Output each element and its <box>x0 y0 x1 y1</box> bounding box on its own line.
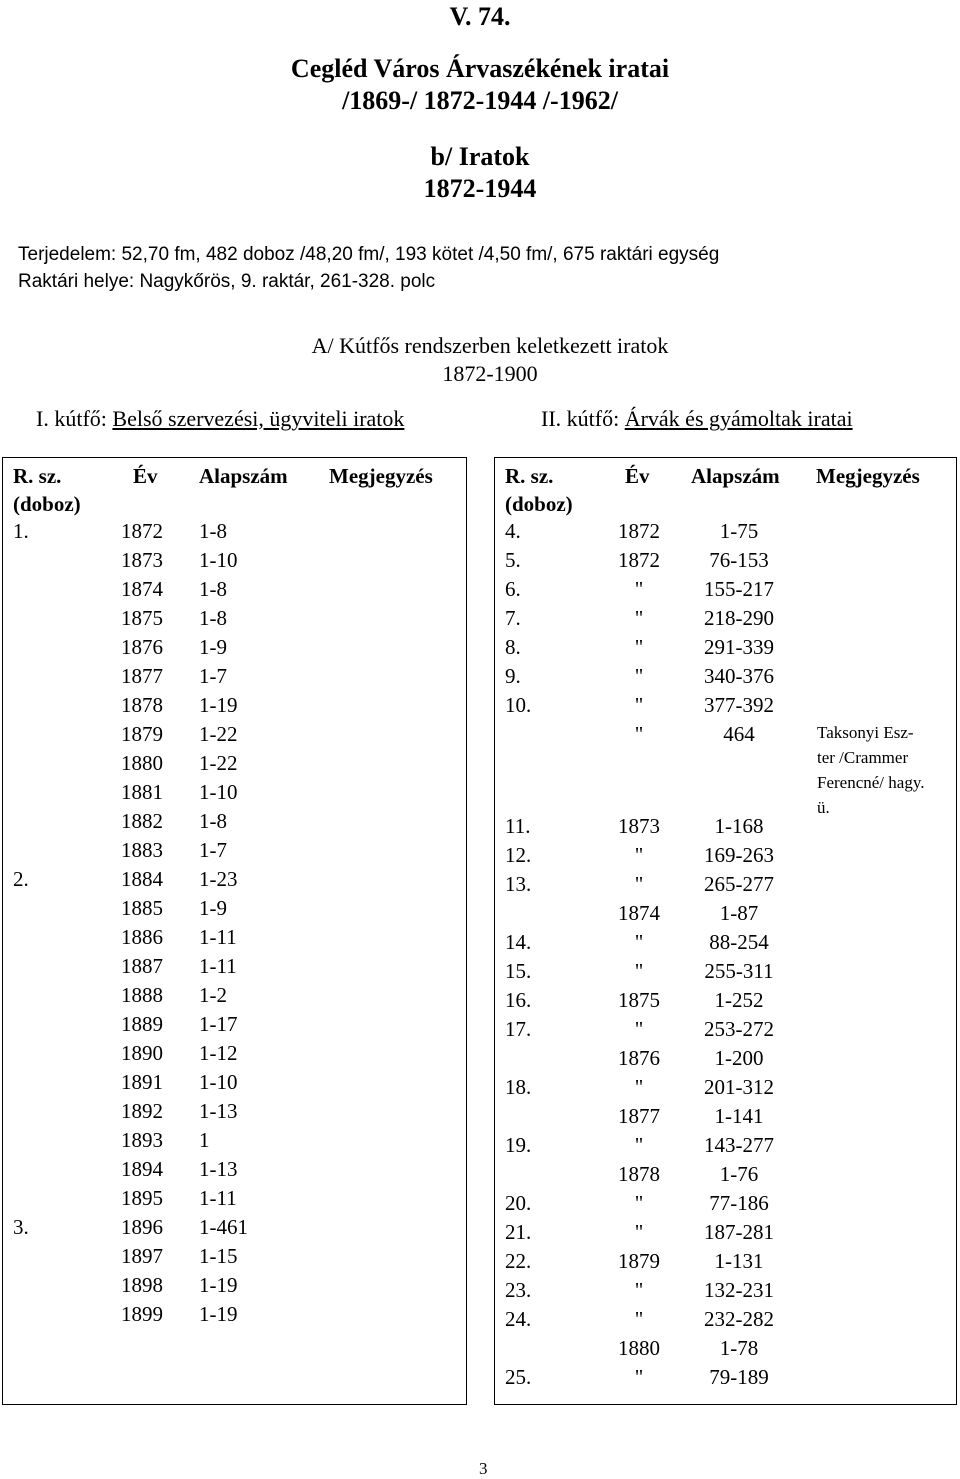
row-year: 1872 <box>618 519 660 543</box>
page-number: 3 <box>479 1459 488 1478</box>
source-2-prefix: II. kútfő: <box>541 406 625 431</box>
row-rsz: 10. <box>505 693 532 717</box>
row-year: 1878 <box>121 693 163 717</box>
source-2-heading <box>541 406 853 432</box>
right-header-doboz: (doboz) <box>505 492 573 516</box>
row-alapszam: 1-11 <box>199 954 237 978</box>
row-year: 1890 <box>121 1041 163 1065</box>
row-year: 1892 <box>121 1099 163 1123</box>
row-alapszam: 291-339 <box>704 635 774 659</box>
row-year: 1894 <box>121 1157 163 1181</box>
row-alapszam: 76-153 <box>709 548 769 572</box>
row-alapszam: 1-11 <box>199 1186 237 1210</box>
row-year: " <box>634 722 644 746</box>
row-year: 1875 <box>121 606 163 630</box>
row-alapszam: 77-186 <box>709 1191 769 1215</box>
row-year: " <box>634 1075 644 1099</box>
row-alapszam: 1-461 <box>199 1215 248 1239</box>
row-year: 1880 <box>121 751 163 775</box>
row-year: 1896 <box>121 1215 163 1239</box>
row-rsz: 15. <box>505 959 532 983</box>
right-header-megjegyzes: Megjegyzés <box>816 464 920 488</box>
row-year: 1895 <box>121 1186 163 1210</box>
row-alapszam: 1-22 <box>199 722 238 746</box>
row-year: " <box>634 635 644 659</box>
row-year: 1886 <box>121 925 163 949</box>
row-year: 1877 <box>618 1104 660 1128</box>
row-rsz: 6. <box>505 577 521 601</box>
row-year: 1874 <box>618 901 660 925</box>
row-year: 1893 <box>121 1128 163 1152</box>
row-rsz: 21. <box>505 1220 532 1244</box>
row-year: " <box>634 1278 644 1302</box>
row-alapszam: 1-8 <box>199 606 227 630</box>
row-year: " <box>634 1307 644 1331</box>
row-alapszam: 1-2 <box>199 983 227 1007</box>
row-year: 1882 <box>121 809 163 833</box>
row-year: " <box>634 930 644 954</box>
note-line: ter /Crammer <box>817 748 909 767</box>
left-header-doboz: (doboz) <box>13 492 81 516</box>
row-alapszam: 169-263 <box>704 843 774 867</box>
row-rsz: 5. <box>505 548 521 572</box>
row-year: 1875 <box>618 988 660 1012</box>
row-alapszam: 1-10 <box>199 1070 238 1094</box>
row-alapszam: 1-7 <box>199 838 227 862</box>
row-rsz: 23. <box>505 1278 532 1302</box>
row-year: 1885 <box>121 896 163 920</box>
document-ref: V. 74. <box>449 2 511 31</box>
row-rsz: 25. <box>505 1365 532 1389</box>
row-year: 1873 <box>618 814 660 838</box>
row-alapszam: 1-87 <box>719 901 759 925</box>
row-rsz: 12. <box>505 843 532 867</box>
row-alapszam: 1-13 <box>199 1157 238 1181</box>
row-rsz: 7. <box>505 606 521 630</box>
row-year: " <box>634 1133 644 1157</box>
row-year: " <box>634 843 644 867</box>
row-year: 1873 <box>121 548 163 572</box>
row-rsz: 17. <box>505 1017 532 1041</box>
row-year: 1897 <box>121 1244 163 1268</box>
row-alapszam: 377-392 <box>704 693 774 717</box>
document-title: Cegléd Város Árvaszékének iratai <box>290 54 670 83</box>
row-alapszam: 464 <box>723 722 755 746</box>
row-year: 1879 <box>121 722 163 746</box>
row-alapszam: 1-19 <box>199 693 238 717</box>
row-year: " <box>634 959 644 983</box>
row-rsz: 16. <box>505 988 532 1012</box>
row-alapszam: 1-131 <box>714 1249 764 1273</box>
row-alapszam: 1 <box>199 1128 210 1152</box>
row-year: 1891 <box>121 1070 163 1094</box>
row-alapszam: 1-23 <box>199 867 238 891</box>
note-line: ü. <box>817 798 830 817</box>
row-rsz: 22. <box>505 1249 532 1273</box>
row-year: 1898 <box>121 1273 163 1297</box>
row-rsz: 11. <box>505 814 531 838</box>
row-year: 1883 <box>121 838 163 862</box>
row-alapszam: 1-75 <box>719 519 759 543</box>
row-alapszam: 132-231 <box>704 1278 774 1302</box>
row-year: 1876 <box>618 1046 660 1070</box>
row-alapszam: 1-19 <box>199 1302 238 1326</box>
left-header-ev: Év <box>133 464 158 488</box>
row-year: " <box>634 1365 644 1389</box>
row-year: 1877 <box>121 664 163 688</box>
row-rsz: 13. <box>505 872 532 896</box>
row-alapszam: 1-10 <box>199 780 238 804</box>
row-alapszam: 1-8 <box>199 577 227 601</box>
row-rsz: 3. <box>13 1215 29 1239</box>
row-year: 1872 <box>618 548 660 572</box>
row-year: 1887 <box>121 954 163 978</box>
row-year: 1881 <box>121 780 163 804</box>
row-rsz: 4. <box>505 519 521 543</box>
row-alapszam: 88-254 <box>709 930 769 954</box>
row-year: 1884 <box>121 867 163 891</box>
row-rsz: 24. <box>505 1307 532 1331</box>
row-alapszam: 232-282 <box>704 1307 774 1331</box>
row-year: 1880 <box>618 1336 660 1360</box>
row-alapszam: 1-9 <box>199 635 227 659</box>
section-title: A/ Kútfős rendszerben keletkezett iratok <box>311 333 669 358</box>
left-header-rsz: R. sz. <box>13 464 62 488</box>
row-rsz: 1. <box>13 519 29 543</box>
source-1-heading <box>36 406 404 432</box>
section-years: 1872-1900 <box>442 361 538 386</box>
row-alapszam: 1-17 <box>199 1012 238 1036</box>
row-rsz: 2. <box>13 867 29 891</box>
row-alapszam: 1-200 <box>714 1046 764 1070</box>
left-table <box>2 457 467 1405</box>
row-year: 1872 <box>121 519 163 543</box>
row-alapszam: 265-277 <box>704 872 774 896</box>
row-alapszam: 340-376 <box>704 664 774 688</box>
document-date-range: /1869-/ 1872-1944 /-1962/ <box>342 86 618 115</box>
row-rsz: 8. <box>505 635 521 659</box>
row-year: 1889 <box>121 1012 163 1036</box>
source-2-name: Árvák és gyámoltak iratai <box>624 406 853 431</box>
row-year: " <box>634 872 644 896</box>
row-alapszam: 187-281 <box>704 1220 774 1244</box>
row-year: 1899 <box>121 1302 163 1326</box>
row-year: 1888 <box>121 983 163 1007</box>
right-header-alapszam: Alapszám <box>691 464 780 488</box>
row-year: " <box>634 577 644 601</box>
source-1-prefix: I. kútfő: <box>36 406 113 431</box>
row-alapszam: 1-76 <box>719 1162 759 1186</box>
note-line: Ferencné/ hagy. <box>817 773 925 792</box>
subtitle-years: 1872-1944 <box>423 174 537 203</box>
row-alapszam: 79-189 <box>709 1365 769 1389</box>
row-alapszam: 143-277 <box>704 1133 774 1157</box>
row-year: " <box>634 606 644 630</box>
right-header-ev: Év <box>625 464 650 488</box>
row-alapszam: 1-8 <box>199 809 227 833</box>
row-rsz: 14. <box>505 930 532 954</box>
row-alapszam: 253-272 <box>704 1017 774 1041</box>
row-year: " <box>634 1017 644 1041</box>
row-alapszam: 1-168 <box>714 814 764 838</box>
note-cell <box>817 720 924 820</box>
extent-line: Terjedelem: 52,70 fm, 482 doboz /48,20 fm/, 193 kötet /4,50 fm/, 675 raktári egység <box>18 244 720 265</box>
row-alapszam: 201-312 <box>704 1075 774 1099</box>
row-alapszam: 1-252 <box>714 988 764 1012</box>
row-alapszam: 1-141 <box>714 1104 764 1128</box>
row-rsz: 18. <box>505 1075 532 1099</box>
left-header-megjegyzes: Megjegyzés <box>329 464 433 488</box>
row-alapszam: 1-19 <box>199 1273 238 1297</box>
row-alapszam: 1-22 <box>199 751 238 775</box>
row-rsz: 20. <box>505 1191 532 1215</box>
row-alapszam: 1-8 <box>199 519 227 543</box>
row-year: 1878 <box>618 1162 660 1186</box>
row-alapszam: 1-7 <box>199 664 227 688</box>
source-1-name: Belső szervezési, ügyviteli iratok <box>112 406 405 431</box>
subtitle: b/ Iratok <box>430 142 530 171</box>
row-alapszam: 155-217 <box>704 577 774 601</box>
row-year: " <box>634 1220 644 1244</box>
row-year: 1876 <box>121 635 163 659</box>
row-rsz: 19. <box>505 1133 532 1157</box>
location-line: Raktári helye: Nagykőrös, 9. raktár, 261-328. polc <box>18 271 436 292</box>
row-year: " <box>634 693 644 717</box>
row-alapszam: 1-78 <box>719 1336 759 1360</box>
row-alapszam: 1-13 <box>199 1099 238 1123</box>
row-alapszam: 1-9 <box>199 896 227 920</box>
note-line: Taksonyi Esz- <box>817 723 914 742</box>
row-year: " <box>634 664 644 688</box>
row-year: 1874 <box>121 577 163 601</box>
row-year: 1879 <box>618 1249 660 1273</box>
row-alapszam: 1-12 <box>199 1041 238 1065</box>
row-alapszam: 1-15 <box>199 1244 238 1268</box>
right-header-rsz: R. sz. <box>505 464 554 488</box>
row-alapszam: 1-10 <box>199 548 238 572</box>
row-alapszam: 218-290 <box>704 606 774 630</box>
row-rsz: 9. <box>505 664 521 688</box>
left-header-alapszam: Alapszám <box>199 464 288 488</box>
right-table <box>494 457 957 1405</box>
row-year: " <box>634 1191 644 1215</box>
row-alapszam: 255-311 <box>704 959 774 983</box>
row-alapszam: 1-11 <box>199 925 237 949</box>
